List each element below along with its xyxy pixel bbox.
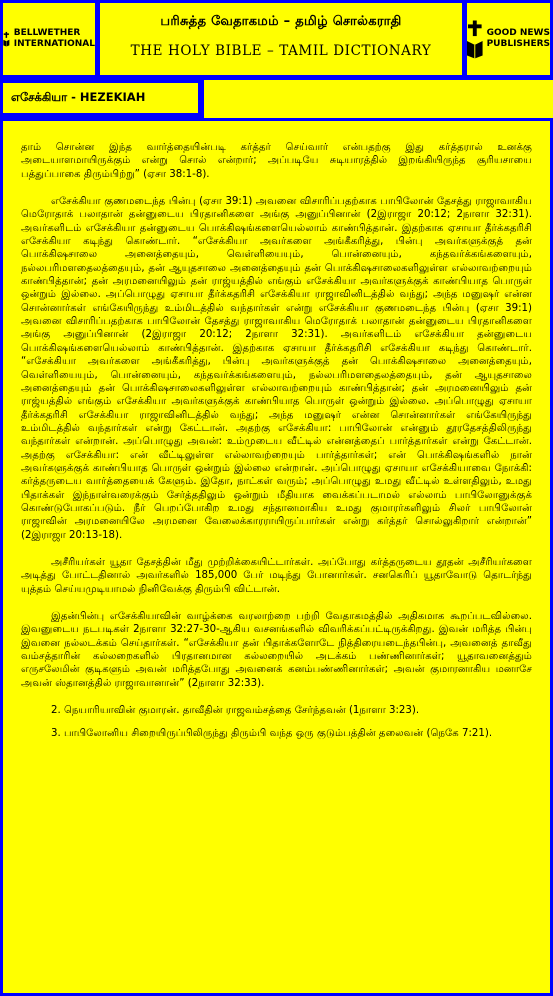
header-frame — [0, 0, 553, 80]
left-logo-line2: INTERNATIONAL — [13, 39, 95, 49]
left-logo-line1: BELLWETHER — [13, 28, 81, 38]
entry-content-frame — [0, 118, 553, 996]
entry-content — [3, 121, 550, 993]
paragraph-1: தாம் சொன்ன இந்த வார்த்தையின்படி கர்த்தர் செய்வார் என்பதற்கு இது கர்த்தரால் உனக்கு அடையாளமாயிருக்கும் என்று சொல் என்றார்; அப்படியே சுடியாரத்தில் இறங்கியிருந்த சூரியசாயை பத்துப்பாகை திரும்பிற்று” (ஏசா 38:1-8). — [21, 142, 532, 180]
right-logo-line1: GOOD NEWS — [486, 28, 550, 38]
paragraph-2: எசேக்கியா குணமடைந்த பின்பு (ஏசா 39:1) அவனை விசாரிப்பதற்காக பாபிலோன் தேசத்து ராஜாவாகிய மெரோதாக் பலாதான் தன்னுடைய பிரதானிகளை அங்கு அனுப்பினான் (2இராஜா 20:12; 2நாளா 32:31). அவர்களிடம் எசேக்கியா தன்னுடைய பொக்கிஷங்களையெல்லாம் காண்பித்தான். இதற்காக ஏசாயா தீர்க்கதரிசி எசேக்கியா கடிந்து கொண்டார். “எசேக்கியா அவர்களை அங்கீகரித்து, பின்பு அவர்களுக்குத் தன் பொக்கிஷசாலை அனைத்தையும், வெள்ளியையும், பொன்னையும், கந்தவர்க்கங்களையும், நல்லபரிமளதைலத்தையும், தன் ஆயுதசாலை அனைத்தையும் தன் பொக்கிஷசாலைகளிலுள்ள எல்லாவற்றையும் காண்பித்தான்; தன் அரமனையிலும் தன் ராஜ்யத்தில் எங்கும் எசேக்கியா அவர்களுக்குக் காண்பியாத பொருள் ஒன்றும் இல்லை. அப்பொழுது ஏசாயா தீர்க்கதரிசி எசேக்கியா ராஜாவினிடத்தில் வந்து; அந்த மனுஷர் என்ன சொன்னார்கள் எங்கேயிருந்து உம்மிடத்தில் வந்தார்கள் என்று எசேக்கியா குணமடைந்த பின்பு (ஏசா 39:1) அவனை விசாரிப்பதற்காக பாபிலோன் தேசத்து ராஜாவாகிய மெரோதாக் பலாதான் தன்னுடைய பிரதானிகளை அங்கு அனுப்பினான் (2இராஜா 20:12; 2நாளா 32:31). அவர்களிடம் எசேக்கியா தன்னுடைய பொக்கிஷங்களையெல்லாம் காண்பித்தான். இதற்காக ஏசாயா தீர்க்கதரிசி எசேக்கியா கடிந்து கொண்டார். “எசேக்கியா அவர்களை அங்கீகரித்து, பின்பு அவர்களுக்குத் தன் பொக்கிஷசாலை அனைத்தையும், வெள்ளியையும், பொன்னையும், கந்தவர்க்கங்களையும், நல்லபரிமளதைலத்தையும், தன் ஆயுதசாலை அனைத்தையும் தன் பொக்கிஷசாலைகளிலுள்ள எல்லாவற்றையும் காண்பித்தான்; தன் அரமனையிலும் தன் ராஜ்யத்தில் எங்கும் எசேக்கியா அவர்களுக்குக் காண்பியாத பொருள் ஒன்றும் இல்லை. அப்பொழுது ஏசாயா தீர்க்கதரிசி எசேக்கியா ராஜாவினிடத்தில் வந்து; அந்த மனுஷர் என்ன சொன்னார்கள் எங்கேயிருந்து உம்மிடத்தில் வந்தார்கள் என்று கேட்டான். அதற்கு எசேக்கியா: பாபிலோன் என்னும் தூரதேசத்திலிருந்து வந்தார்கள் என்றான். அப்பொழுது அவன்: உம்முடைய வீட்டில் என்னத்தைப் பார்த்தார்கள் என்று கேட்டான். அதற்கு எசேக்கியா: என் வீட்டிலுள்ள எல்லாவற்றையும் பார்த்தார்கள்; என் பொக்கிஷங்களில் நான் அவர்களுக்குக் காண்பியாத பொருள் ஒன்றும் இல்லை என்றான். அப்பொழுது ஏசாயா எசேக்கியாவை நோக்கி: கர்த்தருடைய வார்த்தையைக் கேளும். இதோ, நாட்கள் வரும்; அப்பொழுது உமது வீட்டில் உள்ளதிலும், உமது பிதாக்கள் இந்நாள்வரைக்கும் சேர்த்ததிலும் ஒன்றும் மீதியாக வைக்கப்படாமல் எல்லாம் பாபிலோனுக்குக் கொண்டுபோகப்படும். நீர் பெறப்போகிற உமது சந்தானமாகிய உமது குமாரர்களிலும் சிலர் பாபிலோன் ராஜாவின் அரமனையிலே அரமனை வேலைக்காரராயிருப்பார்கள் என்று கர்த்தர் சொல்லுகிறார் என்றான்” (2இராஜா 20:13-18). — [21, 196, 532, 541]
book-cross-icon — [3, 19, 10, 59]
right-logo-line2: PUBLISHERS — [486, 39, 550, 49]
paragraph-3: அசீரியர்கள் யூதா தேசத்தின் மீது முற்றிக்கையிட்டார்கள். அப்போது கர்த்தருடைய தூதன் அசீரியர்களை அடித்து போட்டதினால் அவர்களில் 185,000 பேர் மடிந்து போனார்கள். சனகெரிப் யூதாவோடு தொடர்ந்து யுத்தம் செய்யமுடியாமல் நினிவேக்கு திரும்பி விட்டான். — [21, 556, 532, 595]
paragraph-6: 3. பாபிலோனிய சிறையிருப்பிலிருந்து திரும்பி வந்த ஒரு குடும்பத்தின் தலைவன் (நெகே 7:21). — [51, 728, 493, 740]
good-news-logo — [467, 3, 550, 75]
title-tamil: பரிசுத்த வேதாகமம் – தமிழ் சொல்கராதி — [160, 14, 402, 29]
paragraph-4: இதன்பின்பு எசேக்கியாவின் வாழ்க்கை வரலாற்றை பற்றி வேதாகமத்தில் அதிகமாக கூறப்படவில்லை. இவனுடைய நடபடிகள் 2நாளா 32:27-30-ஆகிய வசனங்களில் விவரிக்கப்பட்டிருக்கிறது. இவன் மரித்த பின்பு இவனை நல்லடக்கம் செய்தார்கள். “எசேக்கியா தன் பிதாக்களோடே நித்திரையடைந்தபின்பு, அவனைத் தாவீது வம்சத்தாரின் கல்லறைகளில் பிரதானமான கல்லறையில் அடக்கம் பண்ணினார்கள்; யூதாவனைத்தும் எருசலேமின் குடிகளும் அவன் மரித்தபோது அவனைக் கனம்பண்ணினார்கள்; அவன் குமாரனாகிய மனாசே அவன் ஸ்தானத்தில் ராஜாவானான்” (2நாளா 32:33). — [21, 611, 532, 689]
paragraph-5: 2. நெயாரியாவின் குமாரன். தாவீதின் ராஜவம்சத்தை சேர்ந்தவன் (1நாளா 3:23). — [51, 705, 420, 717]
entry-word: எசேக்கியா - HEZEKIAH — [3, 83, 198, 113]
book-cross-icon — [467, 19, 483, 59]
bellwether-logo — [3, 3, 95, 75]
entry-word-frame — [0, 80, 204, 118]
title-english: THE HOLY BIBLE – TAMIL DICTIONARY — [130, 43, 432, 59]
dictionary-title-box — [100, 3, 462, 75]
